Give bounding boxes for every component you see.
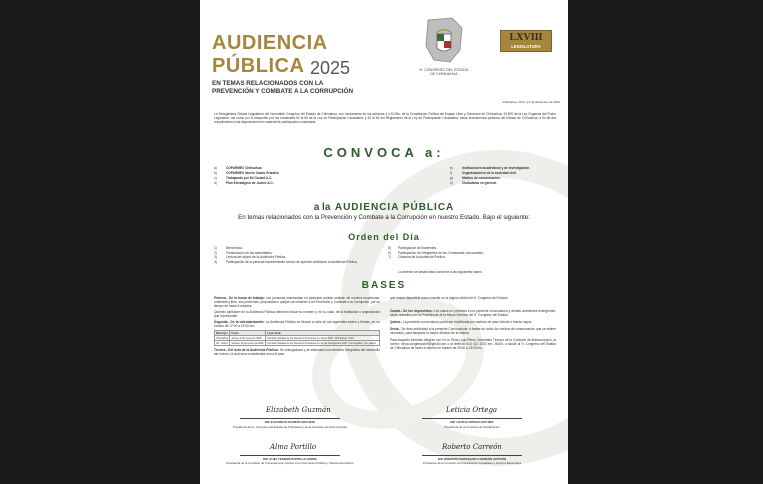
list-item: 4) Participación de la persona representante común de quienes solicitaron la Audiencia Pública. — [214, 259, 358, 264]
list-item: a) COPARMEX Chihuahua — [214, 166, 262, 170]
list-item: 2) Presentación de las autoridades. — [214, 250, 273, 255]
list-item: d) Plan Estratégico de Juárez A.C. — [214, 181, 274, 185]
convoca-heading: CONVOCA a: — [323, 145, 445, 160]
signature-line — [422, 418, 522, 419]
signer-name-carreon: DIP. ROBERTO MARCELINO CARREÓN HUITRÓN — [437, 457, 507, 461]
base-tercera: Tercera.- Del Acta de la Audiencia Pública: Se videograbará y se elaborará una memoria fotográfica del desarrollo del evento, la cual será considerada como el acta — [214, 348, 380, 356]
base-sexta: Sexta.- Se dará publicidad a la presente Convocatoria, a través de todos los medios de comunicación que se estime necesario, para asegurar la mayor difusión de la misma. — [390, 327, 556, 335]
signature-ortega: Leticia Ortega — [446, 406, 498, 414]
orden-list-right — [388, 246, 558, 260]
list-item: 3) Lectura del objeto de la Audiencia Pública. — [214, 255, 287, 260]
list-item: g) Medios de comunicación. — [450, 176, 501, 180]
intro-paragraph: La Sexagésima Octava Legislatura del Honorable Congreso del Estado de Chihuahua, con fundamento en los artículos 4 y 40 Bis, de la Constitución Política del Estado Libre y Soberano de Chihuahua; 15 BIS de la Ley Orgánica del Poder Legislativo; así como por lo dispuesto por los numerales 62 al 66 de la Ley de Participación Ciudadana, y 42 al 45 del Reglamento de la Ley de Participación Ciudadana, todos instrumentos jurídicos del Estado de Chihuahua, a fin de dar cumplimiento a las disposiciones en materia de participación ciudadana: — [214, 112, 556, 124]
signer-name-guzman: DIP. ELIZABETH GUZMÁN ARGUETA — [264, 420, 316, 424]
document-page — [200, 0, 568, 484]
audiencia-subtitle: En temas relacionados con la Prevención y Combate a la Corrupción en nuestro Estado. Bajo el siguiente: — [238, 214, 530, 221]
bases-right-column — [390, 296, 556, 350]
convoca-list-left — [214, 166, 354, 186]
list-item: 6) Participación de integrantes de las Comisiones convocantes. — [388, 250, 484, 255]
table-row: Cd. Juárez Viernes 10 de enero de 2025 Comisión Estatal de los Derechos Humanos Av. de los Insurgentes 4327, Los Nogales, Cd. Juárez — [215, 341, 380, 346]
legislature-badge — [500, 30, 552, 52]
title-publica: PÚBLICA — [212, 55, 305, 77]
bases-left-column — [214, 296, 380, 356]
legislature-number: LXVIII — [509, 32, 543, 43]
list-item: 7) Clausura de la Audiencia Pública. — [388, 255, 446, 260]
signature-guzman: Elizabeth Guzmán — [266, 406, 331, 414]
congress-name-line1: H. CONGRESO DEL ESTADO — [419, 68, 469, 72]
signature-line — [422, 455, 522, 456]
title-year: 2025 — [310, 58, 351, 78]
list-item: 5) Participación de Asistentes. — [388, 246, 437, 250]
signer-role-portillo: Presidenta de la Comisión de Transparencia, Acceso a la Información Pública y Parlamento Abierto — [226, 461, 354, 465]
base-primera: Primera.- De la forma de trabajo: Las personas interesadas en participar podrán realizar, de manera respetuosa, ordenada y libre, sus peticiones, propuestas o quejas con relación a la Prevención y Combate a la Corrupción, por un tiempo de hasta 5 minutos. — [214, 296, 381, 308]
signature-line — [240, 455, 340, 456]
bases-heading: BASES — [361, 280, 407, 291]
congress-seal-icon — [422, 16, 466, 66]
base-segunda: Segunda.- De la calendarización: La Audiencia Pública se llevará a cabo en las siguientes sedes y fechas, en un horario de 17:00 a 19:00 hrs. — [214, 320, 380, 328]
date-line: Chihuahua, Chih. a 9 de diciembre de 2024 — [502, 100, 560, 104]
list-item: 1) Bienvenida. — [214, 246, 243, 250]
orden-list-left — [214, 246, 364, 269]
subtitle-line2: PREVENCIÓN Y COMBATE A LA CORRUPCIÓN — [212, 88, 353, 95]
base-continuacion: que estará disponible para consulta en la página oficial del H. Congreso del Estado. — [390, 296, 509, 300]
contact-paragraph: Para mayores informes dirigirse con el Lic. Elías Lugo Pérez, Secretario Técnico de la Comisión de Anticorrupción, al correo: elnya.congresochih@gmail.com o al teléfono 614 412 3200 ext. 25105, o acudir al H. Congreso del Estado de Chihuahua de lunes a viernes en horario de 09:00 a 15:00 hrs. — [390, 338, 556, 350]
orden-note: Lo anterior se desarrollará conforme a las siguientes bases: — [398, 270, 483, 274]
convoca-list-right — [450, 166, 560, 186]
audiencia-heading: a la AUDIENCIA PÚBLICA — [313, 202, 455, 213]
subtitle-line1: EN TEMAS RELACIONADOS CON LA — [212, 80, 324, 87]
list-item: c) Trabajando por Mi Ciudad A.C. — [214, 176, 273, 180]
signer-name-ortega: DIP. LETICIA ORTEGA MÁYNEZ — [450, 420, 494, 424]
base-cuarta: Cuarta.- De los imprevistos: Los casos no previstos en la presente convocatoria y demás cuestiones emergentes, serán resueltos por la Presidencia de la Mesa Directiva del H. Congreso del Estado. — [390, 309, 556, 317]
list-item: b) COPARMEX Nuevo Casas Grandes — [214, 171, 279, 175]
signer-role-ortega: Presidenta de la Comisión de Fiscalización — [444, 425, 500, 429]
base-quienes: Quienes participen en la Audiencia Pública deberán indicar su nombre y, en su caso, de la institución u organización que representan. — [214, 310, 380, 318]
orden-heading: Orden del Día — [348, 232, 420, 242]
table-row: Chihuahua Jueves 9 de enero de 2025 Comisión Estatal de los Derechos Humanos Av. Zarco 2427, Chihuahua, Chih. — [215, 336, 380, 341]
list-item: f) Organizaciones de la sociedad civil. — [450, 171, 517, 175]
table-header-row: Municipio Fecha Lugar Sede — [215, 331, 380, 336]
signature-line — [240, 418, 340, 419]
signature-portillo: Alma Portillo — [270, 443, 317, 451]
list-item: e) Instituciones académicas y de investigación. — [450, 166, 531, 170]
signer-name-portillo: DIP. ALMA YESENIA PORTILLO LERMA — [262, 457, 317, 461]
list-item: h) Ciudadanía en general. — [450, 181, 497, 185]
schedule-table — [214, 330, 380, 346]
title-audiencia: AUDIENCIA — [212, 32, 328, 54]
legislature-word: LEGISLATURA — [511, 44, 541, 49]
signature-carreon: Roberto Carreón — [442, 443, 502, 451]
congress-name-line2: DE CHIHUAHUA — [430, 72, 458, 76]
base-quinta: Quinta.- La presente convocatoria podrá ser modificada por motivos de caso fortuito o fuerza mayor. — [390, 320, 533, 324]
signer-role-guzman: Presidenta del H. Congreso del Estado de Chihuahua y de la Comisión de Anticorrupción — [232, 425, 348, 429]
signer-role-carreon: Presidente de la Comisión de Participación Ciudadana y Asuntos Electorales — [422, 461, 522, 465]
